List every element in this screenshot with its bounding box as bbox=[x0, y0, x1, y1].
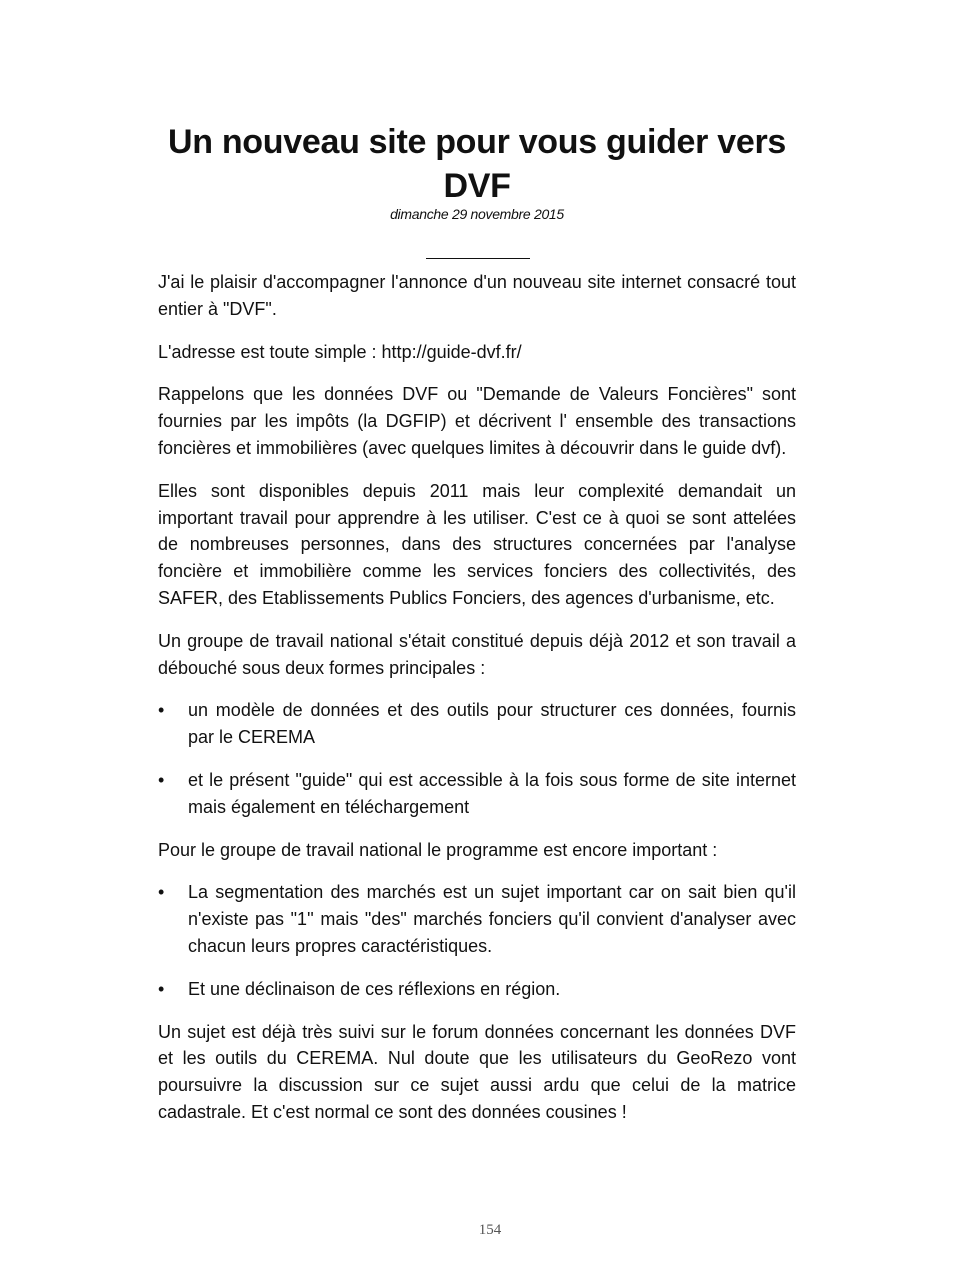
paragraph-availability: Elles sont disponibles depuis 2011 mais leur complexité demandait un important travail pour apprendre à les utiliser. C'est ce à quoi se sont attelées de nombreuses personnes, dans des structures concernées par l'analyse foncière et immobilière comme les services fonciers des collectivités, des SAFER, des Etablissements Publics Fonciers, des agences d'urbanisme, etc. bbox=[158, 480, 796, 608]
article-title: Un nouveau site pour vous guider vers DVF bbox=[167, 123, 787, 205]
list-item bbox=[158, 976, 796, 1003]
bullet-icon: • bbox=[158, 882, 165, 903]
list-item-text: un modèle de données et des outils pour structurer ces données, fournis par le CEREMA bbox=[188, 700, 796, 748]
paragraph-forum: Un sujet est déjà très suivi sur le forum données concernant les données DVF et les outils du CEREMA. Nul doute que les utilisateurs du GeoRezo vont poursuivre la discussion sur ce sujet aussi ardu que celui de la matrice cadastrale. Et c'est normal ce sont des données cousines ! bbox=[158, 1021, 796, 1122]
list-item bbox=[158, 767, 796, 821]
paragraph-dvf-definition: Rappelons que les données DVF ou "Demande de Valeurs Foncières" sont fournies par les impôts (la DGFIP) et décrivent l' ensemble des transactions foncières et immobilières (avec quelques limites à découvrir dans le guide dvf). bbox=[158, 384, 796, 458]
bullet-icon: • bbox=[158, 700, 165, 721]
list-item-text: La segmentation des marchés est un sujet important car on sait bien qu'il n'existe pas "1'' mais "des" marchés fonciers qu'il convient d'analyser avec chacun leurs propres caractéristiques. bbox=[188, 882, 796, 956]
bullet-icon: • bbox=[158, 769, 165, 790]
page-number: 154 bbox=[478, 1222, 502, 1238]
list-item-text: et le présent "guide" qui est accessible à la fois sous forme de site internet mais également en téléchargement bbox=[188, 769, 796, 817]
paragraph-address: L'adresse est toute simple : http://guide-dvf.fr/ bbox=[158, 341, 522, 362]
list-item bbox=[158, 879, 796, 959]
title-separator-line bbox=[426, 258, 530, 259]
paragraph-intro: J'ai le plaisir d'accompagner l'annonce d'un nouveau site internet consacré tout entier à "DVF". bbox=[158, 272, 796, 319]
paragraph-working-group: Un groupe de travail national s'était constitué depuis déjà 2012 et son travail a débouché sous deux formes principales : bbox=[158, 630, 796, 678]
bullet-icon: • bbox=[158, 978, 165, 999]
outcomes-list bbox=[158, 697, 796, 820]
article-date: dimanche 29 novembre 2015 bbox=[390, 206, 564, 222]
article-body bbox=[158, 269, 796, 1142]
list-item-text: Et une déclinaison de ces réflexions en région. bbox=[188, 978, 561, 999]
program-list bbox=[158, 879, 796, 1002]
paragraph-program: Pour le groupe de travail national le programme est encore important : bbox=[158, 839, 718, 860]
list-item bbox=[158, 697, 796, 751]
